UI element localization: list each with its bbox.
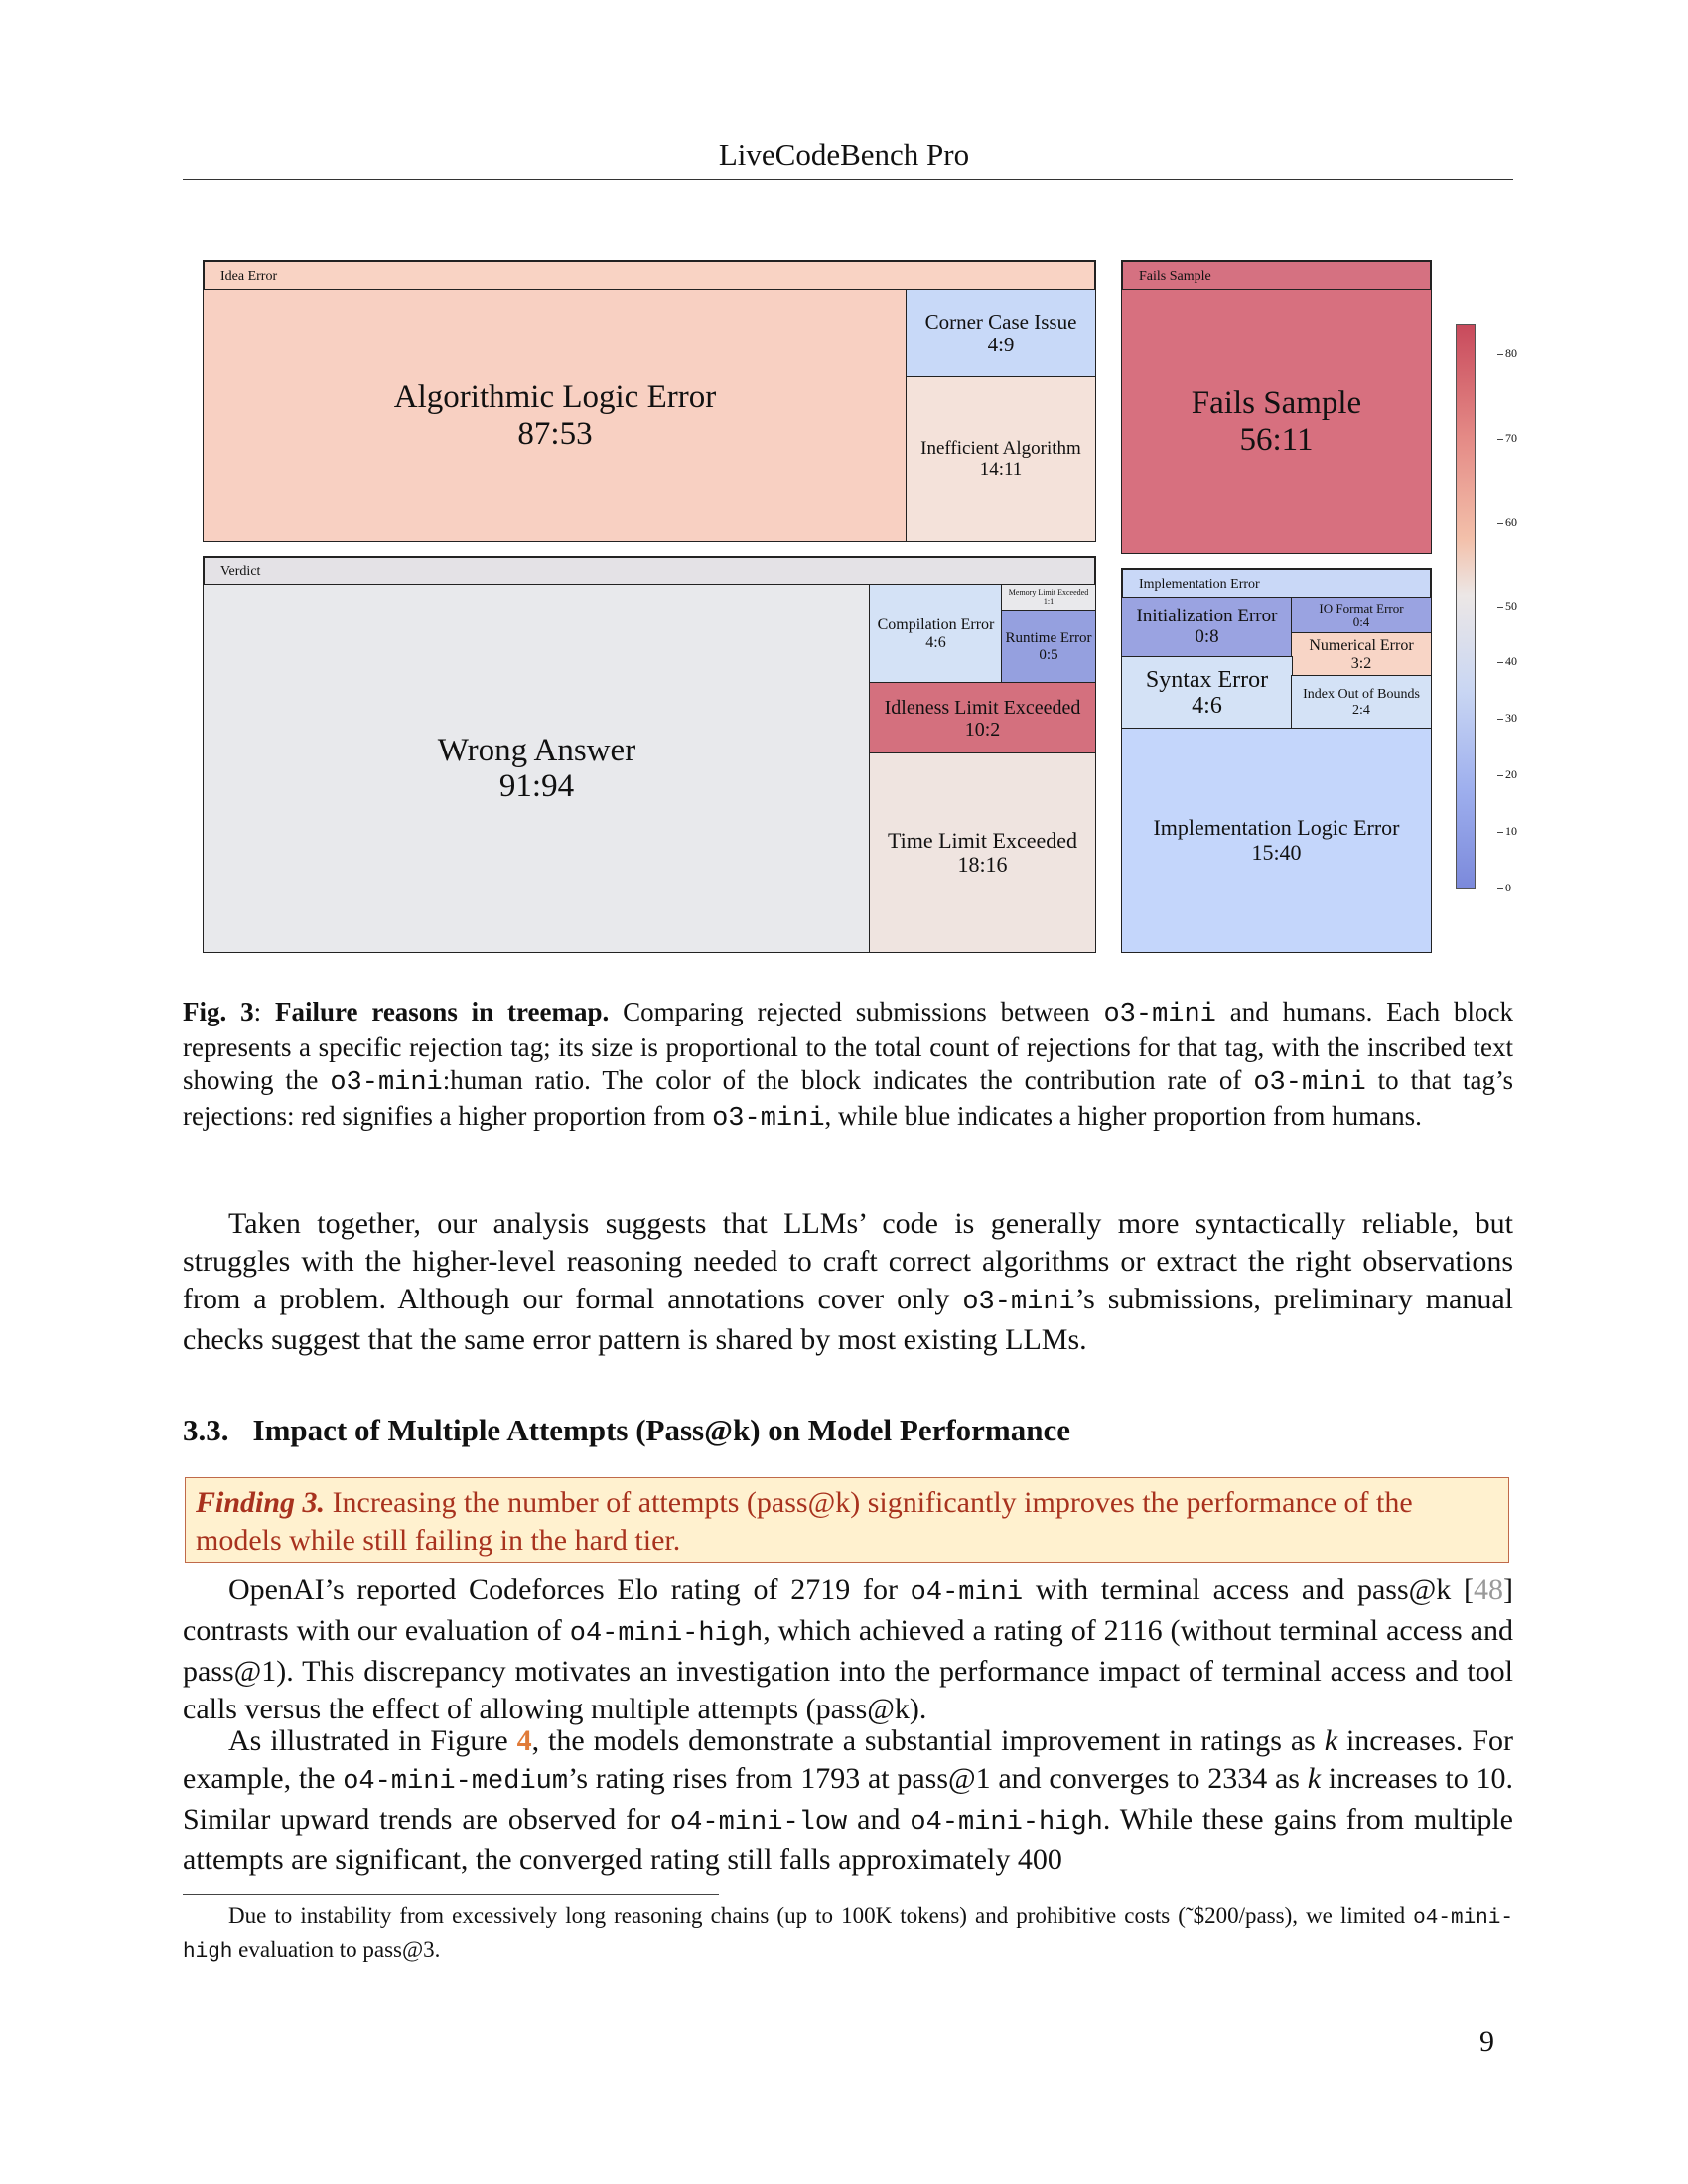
body-text: with terminal access and pass@k [ — [1023, 1573, 1474, 1606]
body-text: Taken together, our analysis suggests that LLMs’ code is generally more syntactically reliable, but struggles with the higher-level reasoning needed to craft correct algorithms or extract the right observations from a problem. Although our formal annotations cover only — [183, 1207, 1513, 1315]
header-rule — [183, 179, 1513, 180]
body-text: OpenAI’s reported Codeforces Elo rating of 2719 for — [228, 1573, 911, 1606]
body-text: ] contrasts with our evaluation of — [183, 1573, 1513, 1647]
body-text: , the models demonstrate a substantial improvement in ratings as — [531, 1724, 1325, 1757]
colorbar-tick-mark — [1497, 662, 1503, 663]
body-text: ’s submissions, preliminary manual checks suggest that the same error pattern is shared by most existing LLMs. — [183, 1283, 1514, 1356]
colorbar-tick-mark — [1497, 439, 1503, 440]
section-number: 3.3. — [183, 1413, 229, 1447]
finding-label: Finding 3. — [196, 1486, 326, 1519]
caption-code: o3-mini — [1103, 1000, 1216, 1029]
colorbar-tick-mark — [1497, 832, 1503, 833]
cell-label: Fails Sample — [1191, 385, 1362, 422]
cell-ratio: 0:5 — [1039, 646, 1058, 663]
cell-time-limit-exceeded — [869, 752, 1096, 953]
cell-ratio: 56:11 — [1239, 421, 1314, 458]
cell-label: Runtime Error — [1005, 630, 1092, 646]
cell-ratio: 4:6 — [925, 633, 946, 651]
section-heading — [183, 1413, 1070, 1448]
cell-ratio: 2:4 — [1352, 702, 1370, 718]
footnote-text: Due to instability from excessively long reasoning chains (up to 100K tokens) and prohibitive costs (˜$200/pass), we limited — [228, 1903, 1414, 1928]
colorbar-tick: 40 — [1505, 654, 1517, 668]
body-var: k — [1307, 1762, 1322, 1795]
cell-memory-limit-exceeded — [1001, 584, 1096, 612]
caption-colon: : — [253, 997, 275, 1026]
cell-ratio: 4:9 — [987, 333, 1015, 356]
caption-code: o3-mini — [712, 1104, 825, 1134]
cell-label: Syntax Error — [1145, 666, 1269, 693]
body-text: increases to 10. Similar upward trends are observed for — [183, 1762, 1513, 1836]
figure-ref-link[interactable]: 4 — [516, 1724, 532, 1757]
colorbar-tick-mark — [1497, 775, 1503, 776]
cell-ratio: 3:2 — [1350, 654, 1372, 672]
cell-ratio: 10:2 — [964, 718, 1001, 741]
cell-label: Compilation Error — [877, 615, 995, 633]
cell-io-format-error — [1291, 597, 1432, 634]
colorbar-tick: 70 — [1505, 431, 1517, 445]
colorbar-tick-mark — [1497, 354, 1503, 355]
caption-code: o3-mini — [330, 1068, 443, 1098]
cell-label: Wrong Answer — [437, 732, 636, 768]
finding-text: Increasing the number of attempts (pass@k) significantly improves the performance of the models while still failing in the hard tier. — [196, 1486, 1413, 1557]
body-var: k — [1324, 1724, 1338, 1757]
cell-label: Implementation Logic Error — [1153, 815, 1400, 841]
body-code: o4-mini-high — [569, 1619, 764, 1649]
cell-ratio: 0:8 — [1195, 626, 1219, 647]
body-code: o4-mini-medium — [343, 1767, 569, 1797]
caption-text: Comparing rejected submissions between — [609, 997, 1104, 1026]
cell-ratio: 15:40 — [1251, 839, 1302, 865]
body-text: and — [847, 1803, 911, 1836]
colorbar-tick: 20 — [1505, 767, 1517, 781]
caption-text: to that tag’s rejections: red signifies a higher proportion from — [183, 1065, 1514, 1131]
caption-code: o3-mini — [1253, 1068, 1366, 1098]
cell-implementation-logic-error — [1121, 728, 1432, 953]
cell-initialization-error — [1121, 597, 1293, 658]
colorbar-tick: 30 — [1505, 711, 1517, 725]
caption-text: and humans. Each block represents a specific rejection tag; its size is proportional to the total count of rejections for that tag, with the inscribed text showing the — [183, 997, 1513, 1095]
section-title: Impact of Multiple Attempts (Pass@k) on Model Performance — [252, 1413, 1070, 1447]
colorbar-tick: 0 — [1505, 881, 1511, 894]
footnote — [183, 1900, 1513, 1968]
cell-numerical-error — [1291, 632, 1432, 677]
cell-label: Corner Case Issue — [924, 309, 1077, 334]
caption-text: :human ratio. The color of the block indicates the contribution rate of — [442, 1065, 1254, 1095]
cell-wrong-answer — [203, 584, 871, 953]
cell-ratio: 0:4 — [1352, 614, 1370, 629]
cell-runtime-error — [1001, 610, 1096, 684]
page-number: 9 — [1479, 2025, 1494, 2058]
colorbar — [1456, 324, 1476, 889]
cell-label: Algorithmic Logic Error — [393, 379, 717, 416]
body-text: , which achieved a rating of 2116 (without terminal access and pass@1). This discrepancy motivates an investigation into the performance impact of terminal access and tool calls versus the effect of allowing multiple attempts (pass@k). — [183, 1614, 1513, 1725]
body-code: o4-mini-high — [910, 1808, 1103, 1838]
running-header: LiveCodeBench Pro — [718, 137, 970, 172]
caption-title: Failure reasons in treemap. — [274, 997, 610, 1026]
colorbar-tick: 80 — [1505, 346, 1517, 360]
finding-box — [185, 1477, 1509, 1563]
cell-label: Memory Limit Exceeded — [1008, 588, 1089, 598]
footnote-code: o4-mini-high — [183, 1907, 1513, 1964]
cell-label: Index Out of Bounds — [1303, 687, 1420, 703]
cell-syntax-error — [1121, 656, 1293, 730]
group-label-fails-sample: Fails Sample — [1123, 262, 1430, 292]
body-code: o4-mini — [910, 1578, 1024, 1608]
body-paragraph-2 — [183, 1571, 1513, 1728]
cell-inefficient-algorithm — [906, 376, 1096, 542]
cell-label: IO Format Error — [1319, 600, 1404, 615]
cell-fails-sample — [1121, 289, 1432, 554]
footnote-text: evaluation to pass@3. — [232, 1937, 441, 1962]
cell-index-out-of-bounds — [1291, 675, 1432, 730]
cell-ratio: 1:1 — [1043, 597, 1055, 606]
footnote-rule — [183, 1894, 719, 1895]
body-paragraph-1 — [183, 1205, 1513, 1359]
caption-text: , while blue indicates a higher proportion from humans. — [824, 1101, 1422, 1131]
cell-label: Time Limit Exceeded — [887, 827, 1078, 853]
cell-ratio: 14:11 — [979, 458, 1023, 479]
cell-ratio: 91:94 — [498, 768, 575, 804]
citation-link[interactable]: 48 — [1474, 1573, 1503, 1606]
cell-ratio: 18:16 — [957, 852, 1008, 877]
colorbar-tick: 60 — [1505, 515, 1517, 529]
cell-idleness-limit-exceeded — [869, 682, 1096, 754]
body-text: ’s rating rises from 1793 at pass@1 and converges to 2334 as — [568, 1762, 1308, 1795]
caption-label: Fig. 3 — [183, 997, 254, 1026]
body-text: As illustrated in Figure — [228, 1724, 517, 1757]
body-text: . While these gains from multiple attempts are significant, the converged rating still falls approximately 400 — [183, 1803, 1513, 1876]
colorbar-tick-mark — [1497, 607, 1503, 608]
body-code: o3-mini — [962, 1288, 1075, 1317]
body-code: o4-mini-low — [670, 1808, 848, 1838]
cell-label: Inefficient Algorithm — [920, 437, 1081, 459]
cell-label: Initialization Error — [1136, 606, 1278, 627]
colorbar-tick-mark — [1497, 888, 1503, 889]
cell-label: Numerical Error — [1309, 636, 1414, 654]
colorbar-tick: 50 — [1505, 599, 1517, 613]
cell-corner-case-issue — [906, 289, 1096, 378]
figure-caption — [183, 996, 1513, 1136]
body-paragraph-3 — [183, 1722, 1513, 1879]
cell-label: Idleness Limit Exceeded — [884, 696, 1081, 719]
colorbar-tick-mark — [1497, 523, 1503, 524]
group-label-implementation-error: Implementation Error — [1123, 570, 1430, 600]
group-label-verdict: Verdict — [205, 558, 1094, 587]
colorbar-tick: 10 — [1505, 824, 1517, 838]
cell-ratio: 87:53 — [517, 415, 593, 452]
cell-ratio: 4:6 — [1192, 693, 1222, 719]
cell-algorithmic-logic-error — [203, 289, 908, 542]
cell-compilation-error — [869, 584, 1003, 684]
group-label-idea-error: Idea Error — [205, 262, 1094, 292]
body-text: increases. For example, the — [183, 1724, 1513, 1795]
colorbar-tick-mark — [1497, 719, 1503, 720]
